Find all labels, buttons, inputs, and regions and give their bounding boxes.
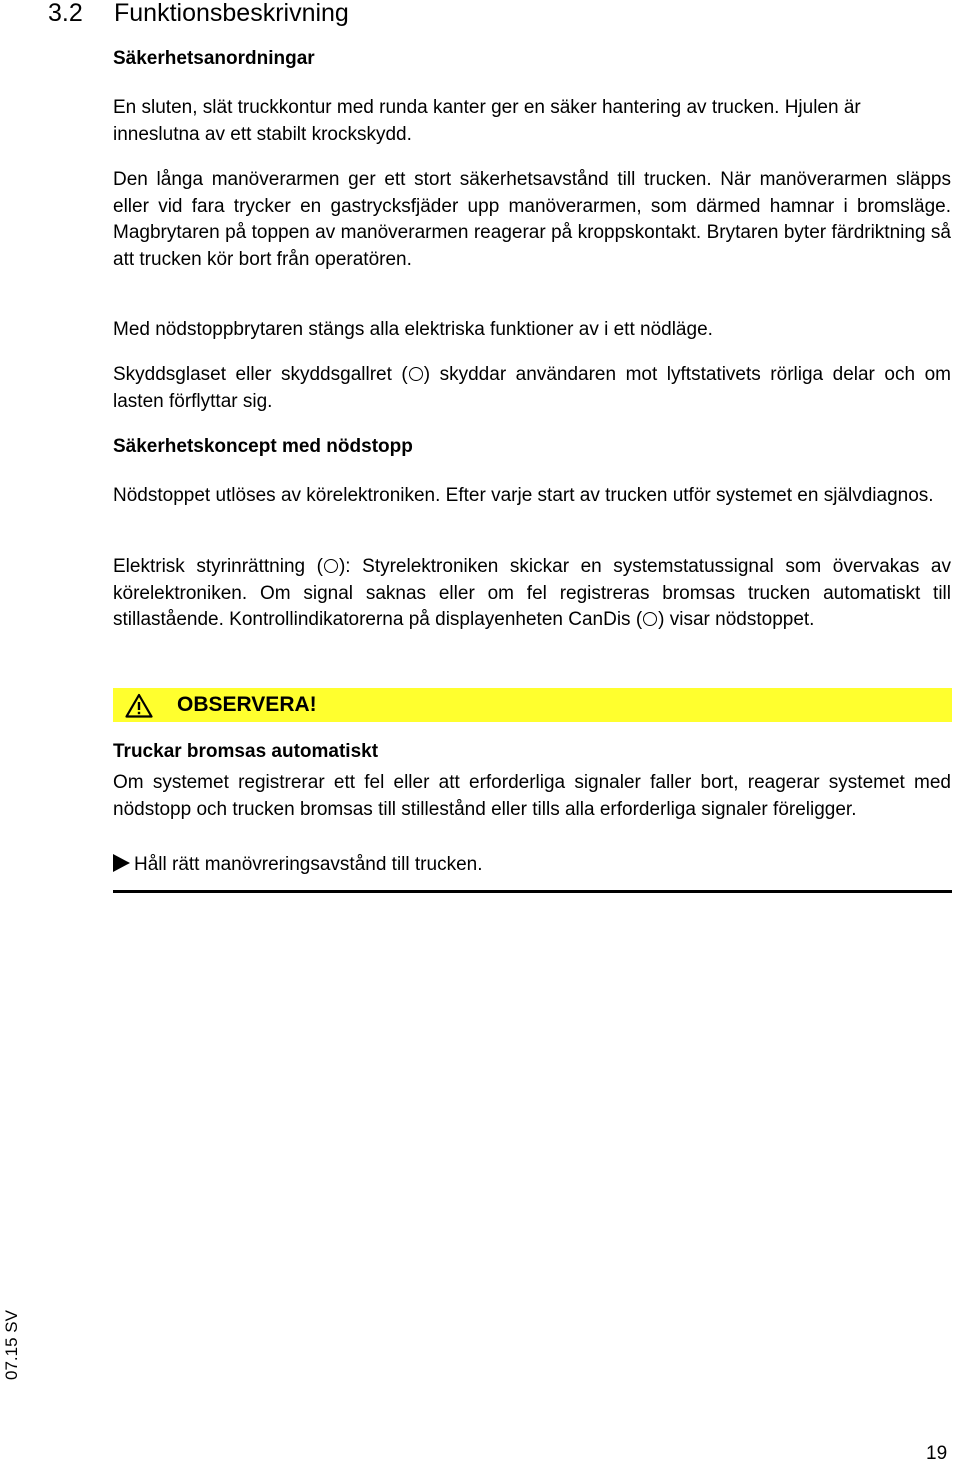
section-title: Funktionsbeskrivning (114, 0, 349, 27)
notice-end-rule (113, 890, 952, 893)
edition-code: 07.15 SV (2, 1310, 21, 1380)
warning-triangle-icon (125, 693, 153, 718)
section-heading (48, 0, 349, 28)
notice-bar (113, 688, 952, 722)
notice-heading: Truckar bromsas automatiskt (113, 741, 379, 762)
concept-paragraph-2-part-b: ): Styrelektroniken skickar en systemstatussignal som övervakas av körelektroniken. Om signal saknas eller om fel registreras bromsas trucken automatiskt till stillastående. Kontrollindikatorerna på displayenheten CanDis ( (113, 556, 951, 630)
concept-paragraph-2 (113, 554, 951, 634)
section-number: 3.2 (48, 0, 83, 27)
notice-label: OBSERVERA! (177, 693, 317, 716)
action-arrow-icon (113, 854, 130, 872)
callout-circle-icon (409, 367, 423, 381)
safety-paragraph-2: Den långa manöverarmen ger ett stort säkerhetsavstånd till trucken. När manöverarmen släpps eller vid fara trycker en gastrycksfjäder upp manöverarmen, som därmed hamnar i bromsläge. Magbrytaren på toppen av manöverarmen reagerar på kroppskontakt. Brytaren byter färdriktning så att trucken kör bort från operatören. (113, 169, 951, 270)
callout-circle-icon (643, 612, 657, 626)
notice-action (113, 852, 951, 879)
notice-action-text: Håll rätt manövreringsavstånd till trucken. (134, 854, 483, 875)
safety-paragraph-4-part-b: ) skyddar användaren mot lyftstativets rörliga delar och om lasten förflyttar sig. (113, 364, 951, 412)
safety-paragraph-4 (113, 362, 951, 415)
notice-text: Om systemet registrerar ett fel eller att erforderliga signaler faller bort, reagerar systemet med nödstopp och trucken bromsas till stillestånd eller tills alla erforderliga signaler föreligger. (113, 772, 951, 820)
concept-paragraph-2-part-a: Elektrisk styrinrättning ( (113, 556, 323, 577)
concept-paragraph-2-part-c: ) visar nödstoppet. (658, 609, 815, 630)
concept-paragraph-1: Nödstoppet utlöses av körelektroniken. Efter varje start av trucken utför systemet en självdiagnos. (113, 485, 934, 506)
safety-paragraph-1: En sluten, slät truckkontur med runda kanter ger en säker hantering av trucken. Hjulen är inneslutna av ett stabilt krockskydd. (113, 97, 861, 145)
safety-paragraph-4-part-a: Skyddsglaset eller skyddsgallret ( (113, 364, 408, 385)
safety-heading: Säkerhetsanordningar (113, 48, 315, 69)
safety-paragraph-3: Med nödstoppbrytaren stängs alla elektriska funktioner av i ett nödläge. (113, 319, 713, 340)
callout-circle-icon (324, 559, 338, 573)
concept-heading: Säkerhetskoncept med nödstopp (113, 436, 413, 457)
page-number: 19 (926, 1443, 948, 1464)
